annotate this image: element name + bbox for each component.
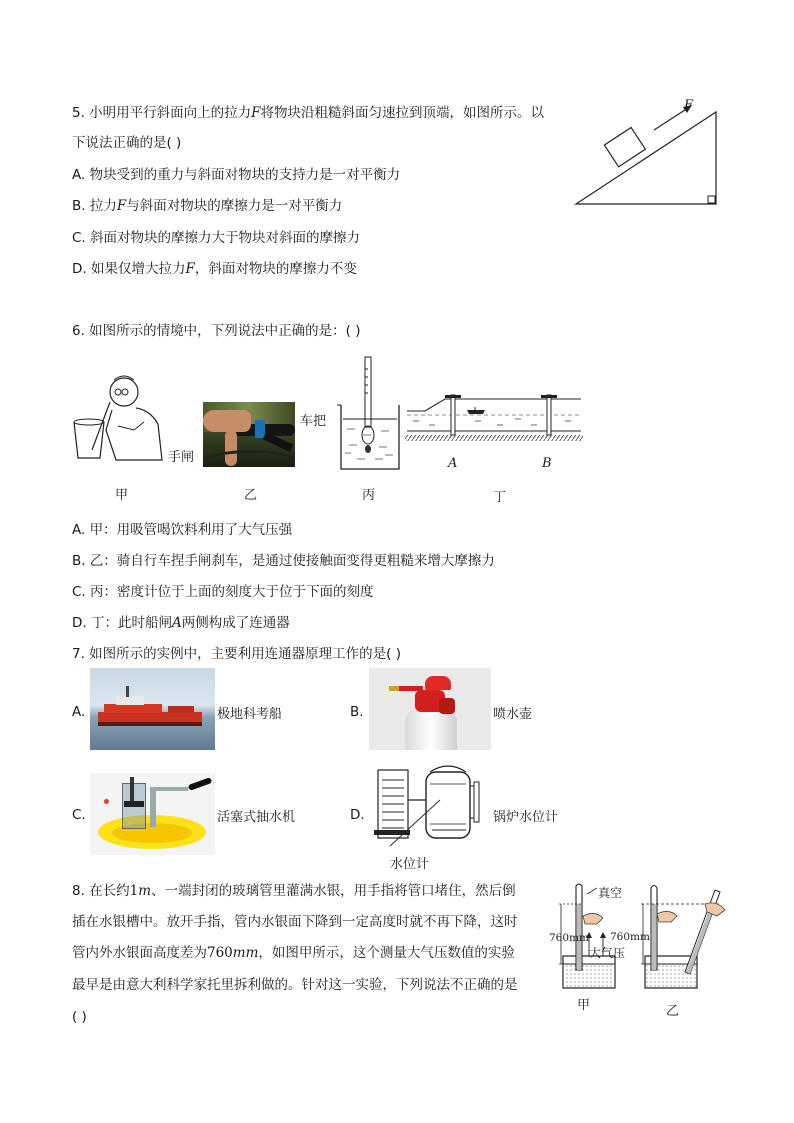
straw-drinking-figure	[70, 370, 170, 465]
fig-label-yi-q8: 乙	[666, 1004, 680, 1019]
q8-line3: 管内外水银面高度差为760mm，如图甲所示，这个测量大气压数值的实验	[72, 945, 515, 961]
q6-option-b: B. 乙：骑自行车捏手闸刹车，是通过使接触面变得更粗糙来增大摩擦力	[72, 553, 495, 569]
q6-option-c: C. 丙：密度计位于上面的刻度大于位于下面的刻度	[72, 584, 374, 600]
bike-brake-photo	[203, 402, 295, 467]
label-760mm-yi: 760mm	[610, 931, 650, 943]
boiler-gauge-figure	[370, 760, 490, 850]
label-piston-pump: 活塞式抽水机	[217, 810, 296, 825]
q7-option-a-letter: A.	[72, 704, 86, 720]
label-spray-bottle: 喷水壶	[493, 707, 533, 722]
label-atmospheric-pressure: 大气压	[589, 946, 626, 960]
label-polar-ship: 极地科考船	[217, 707, 283, 722]
lock-label-b: B	[542, 456, 552, 471]
ship-lock-figure	[405, 385, 585, 457]
piston-pump-photo	[90, 773, 215, 855]
q5-option-b: B. 拉力F与斜面对物块的摩擦力是一对平衡力	[72, 198, 343, 214]
fig-label-ding: 丁	[493, 490, 507, 505]
q8-line5: ( )	[72, 1009, 87, 1025]
q7-stem: 7. 如图所示的实例中，主要利用连通器原理工作的是( )	[72, 646, 401, 662]
q5-option-d: D. 如果仅增大拉力F，斜面对物块的摩擦力不变	[72, 261, 357, 277]
q6-option-d: D. 丁：此时船闸A两侧构成了连通器	[72, 615, 290, 631]
label-handlebar: 车把	[300, 414, 327, 429]
label-boiler-gauge: 锅炉水位计	[493, 810, 559, 825]
force-label: F	[684, 98, 694, 113]
q8-line4: 最早是由意大利科学家托里拆利做的。针对这一实验，下列说法不正确的是	[72, 977, 518, 993]
lock-label-a: A	[448, 456, 458, 471]
q8-line2: 插在水银槽中。放开手指，管内水银面下降到一定高度时就不再下降，这时	[72, 914, 518, 930]
label-760mm-jia: 760mm	[549, 932, 589, 944]
fig-label-yi: 乙	[244, 488, 258, 503]
q8-line1: 8. 在长约1m、一端封闭的玻璃管里灌满水银，用手指将管口堵住，然后倒	[72, 883, 516, 899]
spray-bottle-photo	[369, 668, 491, 750]
q5-line1: 5. 小明用平行斜面向上的拉力F将物块沿粗糙斜面匀速拉到顶端，如图所示。以	[72, 105, 545, 121]
fig-label-jia-q8: 甲	[577, 998, 591, 1013]
fig-label-jia: 甲	[115, 488, 129, 503]
q5-option-c: C. 斜面对物块的摩擦力大于物块对斜面的摩擦力	[72, 230, 361, 246]
q6-stem: 6. 如图所示的情境中，下列说法中正确的是：( )	[72, 323, 361, 339]
q7-option-c-letter: C.	[72, 807, 86, 823]
q7-option-b-letter: B.	[350, 704, 364, 720]
label-water-gauge: 水位计	[390, 857, 430, 872]
incline-figure	[570, 100, 730, 210]
q7-option-d-letter: D.	[350, 807, 365, 823]
label-hand-brake: 手闸	[168, 450, 195, 465]
q5-option-a: A. 物块受到的重力与斜面对物块的支持力是一对平衡力	[72, 167, 401, 183]
q5-line2: 下说法正确的是( )	[72, 135, 182, 151]
fig-label-bing: 丙	[362, 488, 376, 503]
polar-ship-photo	[90, 668, 215, 750]
hydrometer-figure	[335, 355, 405, 475]
q6-option-a: A. 甲：用吸管喝饮料利用了大气压强	[72, 522, 293, 538]
label-vacuum: 真空	[598, 886, 623, 900]
